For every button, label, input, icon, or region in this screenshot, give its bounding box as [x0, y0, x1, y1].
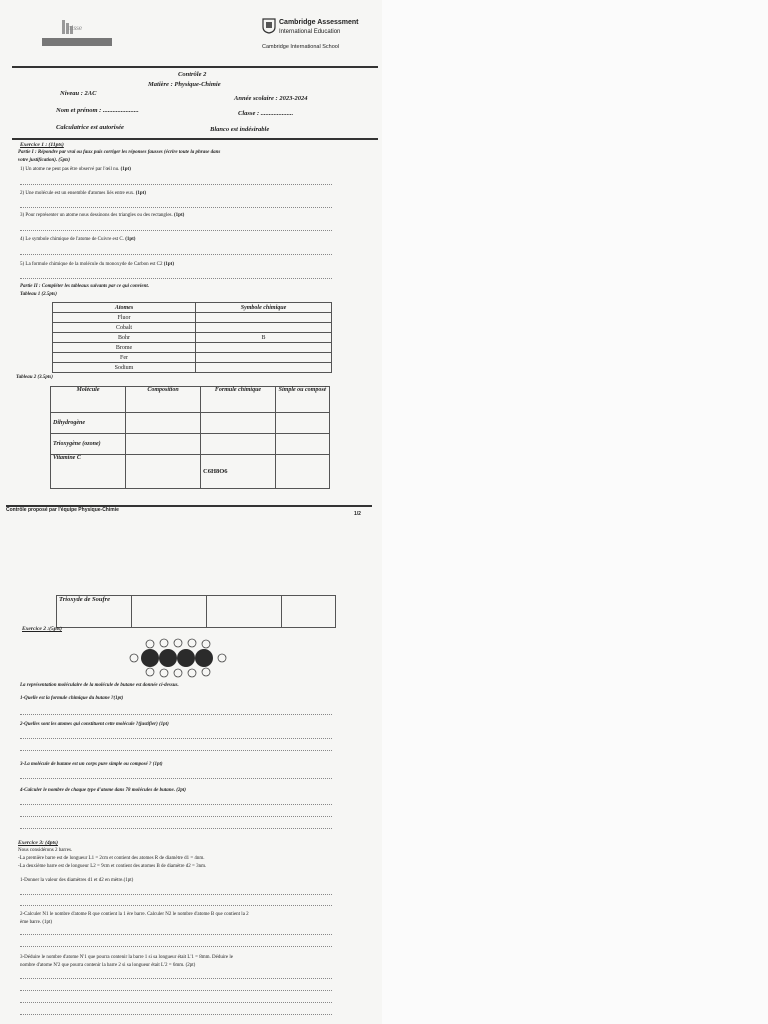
answer-cell[interactable]: [196, 313, 332, 323]
exam-title: Contrôle 2: [178, 71, 207, 78]
ex3-line: -La première barre est de longueur L1 = 2cm et contient des atomes R de diamètre d1 = 4nm.: [18, 856, 205, 861]
footer-text: Contrôle proposé par l'équipe Physique-Chimie: [6, 507, 119, 513]
answer-cell[interactable]: [126, 413, 201, 434]
answer-line[interactable]: [20, 828, 332, 829]
answer-line[interactable]: [20, 714, 332, 715]
answer-line[interactable]: [20, 738, 332, 739]
ex1-q3: 3) Pour représenter un atome nous dessinons des triangles ou des rectangles. (1pt): [20, 213, 185, 218]
exam-year: Année scolaire : 2023-2024: [234, 95, 308, 102]
cambridge-line1: Cambridge Assessment: [279, 19, 359, 26]
ex2-q3: 3-La molécule de butane est un corps pure simple ou composé ? (1pt): [20, 762, 163, 767]
answer-cell[interactable]: [276, 434, 330, 455]
table-atomes: [52, 302, 332, 373]
answer-cell[interactable]: [201, 413, 276, 434]
answer-cell[interactable]: [126, 434, 201, 455]
ex1-part1b: votre justification). (5pts): [18, 158, 71, 163]
table-cell: Trioxygène (ozone): [51, 434, 126, 455]
answer-cell[interactable]: [196, 353, 332, 363]
table-header: Composition: [126, 387, 201, 413]
table-molecules: [50, 386, 330, 489]
ex1-q4: 4) Le symbole chimique de l'atome de Cuivre est C. (1pt): [20, 237, 136, 242]
answer-line[interactable]: [20, 1014, 332, 1015]
info-rule: [12, 138, 378, 140]
answer-line[interactable]: [20, 207, 332, 208]
answer-line[interactable]: [20, 1002, 332, 1003]
school-logo-text: nisse: [68, 24, 82, 32]
table-molecules-continued: [56, 595, 336, 628]
ex1-title: Exercice 1 : (11pts): [20, 142, 64, 148]
answer-line[interactable]: [20, 278, 332, 279]
answer-line[interactable]: [20, 905, 332, 906]
ex3-title: Exercice 3: (4pts): [18, 840, 59, 846]
cambridge-shield-icon: [262, 18, 276, 34]
answer-cell[interactable]: [196, 363, 332, 373]
table-header: Simple ou composé: [276, 387, 330, 413]
table-cell: C6H8O6: [201, 455, 276, 489]
ex2-q4: 4-Calculer le nombre de chaque type d'atome dans 78 molécules de butane. (2pt): [20, 788, 186, 793]
ex3-q1: 1-Donner la valeur des diamètres d1 et d2 en mètre.(1pt): [20, 878, 134, 883]
ex1-part1: Partie I : Répondre par vrai ou faux puis corriger les réponses fausses (écrire toute la phrase dans: [18, 150, 221, 155]
answer-cell[interactable]: [201, 434, 276, 455]
answer-line[interactable]: [20, 934, 332, 935]
answer-cell[interactable]: [282, 596, 336, 628]
table-header: Atomes: [53, 303, 196, 313]
answer-cell[interactable]: [207, 596, 282, 628]
ex2-q1: 1-Quelle est la formule chimique du butane ?(1pt): [20, 696, 124, 701]
answer-line[interactable]: [20, 778, 332, 779]
ex2-title: Exercice 2 :(5pts): [22, 626, 63, 632]
table-cell: Fluor: [53, 313, 196, 323]
answer-line[interactable]: [20, 750, 332, 751]
page-number: 1/2: [354, 511, 361, 517]
table-cell: Dihydrogène: [51, 413, 126, 434]
butane-molecule-illustration: [128, 638, 228, 678]
ex3-q2: 2-Calculer N1 le nombre d'atome R que contient la 1 ère barre. Calculer N2 le nombre d'atome B que contient la 2: [20, 912, 249, 917]
answer-cell[interactable]: [276, 455, 330, 489]
answer-cell[interactable]: [276, 413, 330, 434]
answer-cell[interactable]: [196, 343, 332, 353]
answer-line[interactable]: [20, 184, 332, 185]
cambridge-line2: International Education: [279, 29, 341, 35]
exam-level: Niveau : 2AC: [60, 90, 97, 97]
ex3-q3: 3-Déduire le nombre d'atome N'1 que pourra contenir la barre 1 si sa longueur était L'1 = 8mm. Déduire le: [20, 955, 233, 960]
answer-line[interactable]: [20, 946, 332, 947]
cambridge-line3: Cambridge International School: [262, 44, 340, 50]
ex3-line: -La deuxième barre est de longueur L2 = 9cm et contient des atomes B de diamètre d2 = 3nm.: [18, 864, 207, 869]
calculator-note: Calculatrice est autorisée: [56, 124, 124, 131]
answer-cell[interactable]: [126, 455, 201, 489]
ex1-q5: 5) La formule chimique de la molécule du monoxyde de Carbon est C2 (1pt): [20, 262, 174, 267]
ex3-q2-cont: ème barre. (1pt): [20, 920, 53, 925]
answer-line[interactable]: [20, 254, 332, 255]
table-cell: Trioxyde de Soufre: [57, 596, 132, 628]
tab1-title: Tableau 1 (2.5pts): [20, 292, 57, 297]
answer-line[interactable]: [20, 804, 332, 805]
exam-subject: Matière : Physique-Chimie: [148, 81, 221, 88]
answer-cell[interactable]: [196, 323, 332, 333]
ex1-part2: Partie II : Compléter les tableaux suivants par ce qui convient.: [20, 284, 150, 289]
ex1-q1: 1) Un atome ne peut pas être observé par l'œil nu. (1pt): [20, 167, 131, 172]
answer-line[interactable]: [20, 894, 332, 895]
student-name-field: Nom et prénom : ......................: [56, 107, 139, 114]
answer-line[interactable]: [20, 230, 332, 231]
answer-cell[interactable]: [132, 596, 207, 628]
ex3-q3-cont: nombre d'atome N'2 que pourra contenir la barre 2 si sa longueur était L'2 = 6mm. (2pt): [20, 963, 196, 968]
ex2-q2: 2-Quelles sont les atomes qui constituent cette molécule ?(justifier) (1pt): [20, 722, 169, 727]
table-cell: Cobalt: [53, 323, 196, 333]
school-logo: [42, 18, 112, 48]
answer-line[interactable]: [20, 816, 332, 817]
class-field: Classe : ....................: [238, 110, 294, 117]
answer-line[interactable]: [20, 978, 332, 979]
table-header: Formule chimique: [201, 387, 276, 413]
answer-cell[interactable]: B: [196, 333, 332, 343]
table-cell: Fer: [53, 353, 196, 363]
answer-line[interactable]: [20, 990, 332, 991]
table-cell: Bohr: [53, 333, 196, 343]
ex2-intro: La représentation moléculaire de la molécule de butane est donnée ci-dessus.: [20, 683, 179, 688]
ex3-line: Nous considérons 2 barres.: [18, 848, 73, 853]
table-cell: Sodium: [53, 363, 196, 373]
table-header: Symbole chimique: [196, 303, 332, 313]
blank-area: [382, 0, 768, 1024]
header-rule: [12, 66, 378, 68]
table-header: Molécule: [51, 387, 126, 413]
ex1-q2: 2) Une molécule est un ensemble d'atomes liés entre eux. (1pt): [20, 191, 147, 196]
tab2-title: Tableau 2 (3.5pts): [16, 375, 53, 380]
exam-sheet: [0, 0, 382, 1024]
table-cell: Vitamine C: [51, 455, 126, 489]
table-cell: Brome: [53, 343, 196, 353]
blanco-note: Blanco est indésirable: [210, 126, 270, 133]
